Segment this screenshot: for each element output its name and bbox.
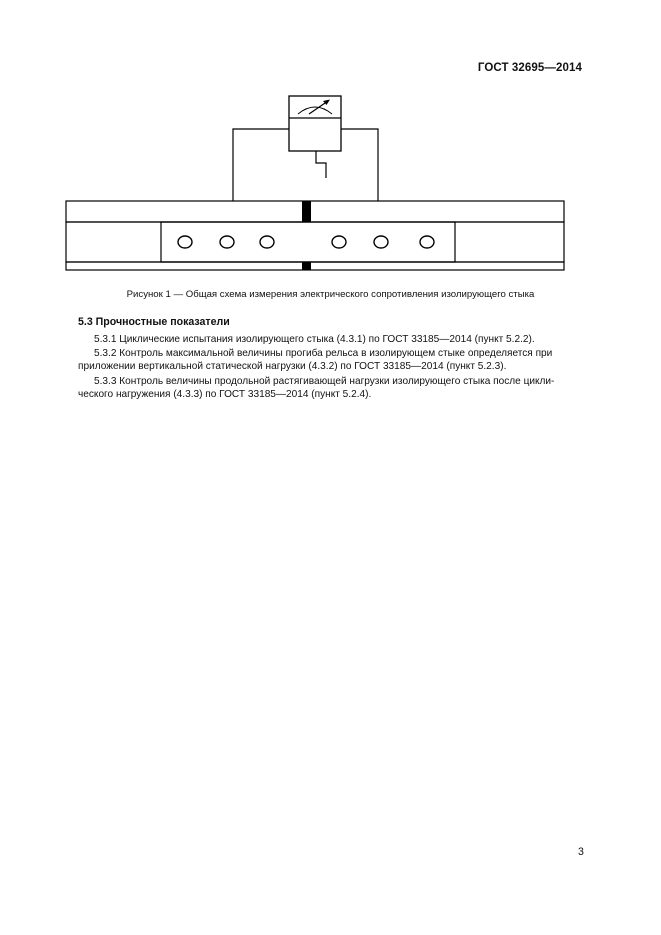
page-number: 3: [578, 846, 584, 858]
joint-measurement-diagram: [0, 0, 661, 290]
ohmmeter-icon: [289, 96, 341, 151]
paragraph-line: приложении вертикальной статической нагрузки (4.3.2) по ГОСТ 33185—2014 (пункт 5.2.3).: [78, 361, 507, 373]
section-title: 5.3 Прочностные показатели: [78, 316, 230, 328]
paragraph-5-3-1: [78, 333, 583, 346]
measurement-wires: [233, 129, 378, 201]
document-header: ГОСТ 32695—2014: [477, 62, 582, 74]
paragraph-line: 5.3.2 Контроль максимальной величины прогиба рельса в изолирующем стыке определяется при: [94, 348, 553, 359]
paragraph-5-3-3: [78, 375, 583, 402]
figure-caption: Рисунок 1 — Общая схема измерения электрического сопротивления изолирующего стыка: [126, 289, 535, 300]
bolt-holes: [178, 236, 434, 248]
paragraph-line: 5.3.1 Циклические испытания изолирующего стыка (4.3.1) по ГОСТ 33185—2014 (пункт 5.2.2).: [94, 334, 535, 345]
paragraph-5-3-2: [78, 347, 583, 374]
rail: [66, 201, 564, 270]
paragraph-line: ческого нагружения (4.3.3) по ГОСТ 33185—2014 (пункт 5.2.4).: [78, 389, 372, 401]
paragraph-line: 5.3.3 Контроль величины продольной растягивающей нагрузки изолирующего стыка после цикли-: [94, 376, 555, 387]
insulating-insert: [302, 201, 311, 270]
